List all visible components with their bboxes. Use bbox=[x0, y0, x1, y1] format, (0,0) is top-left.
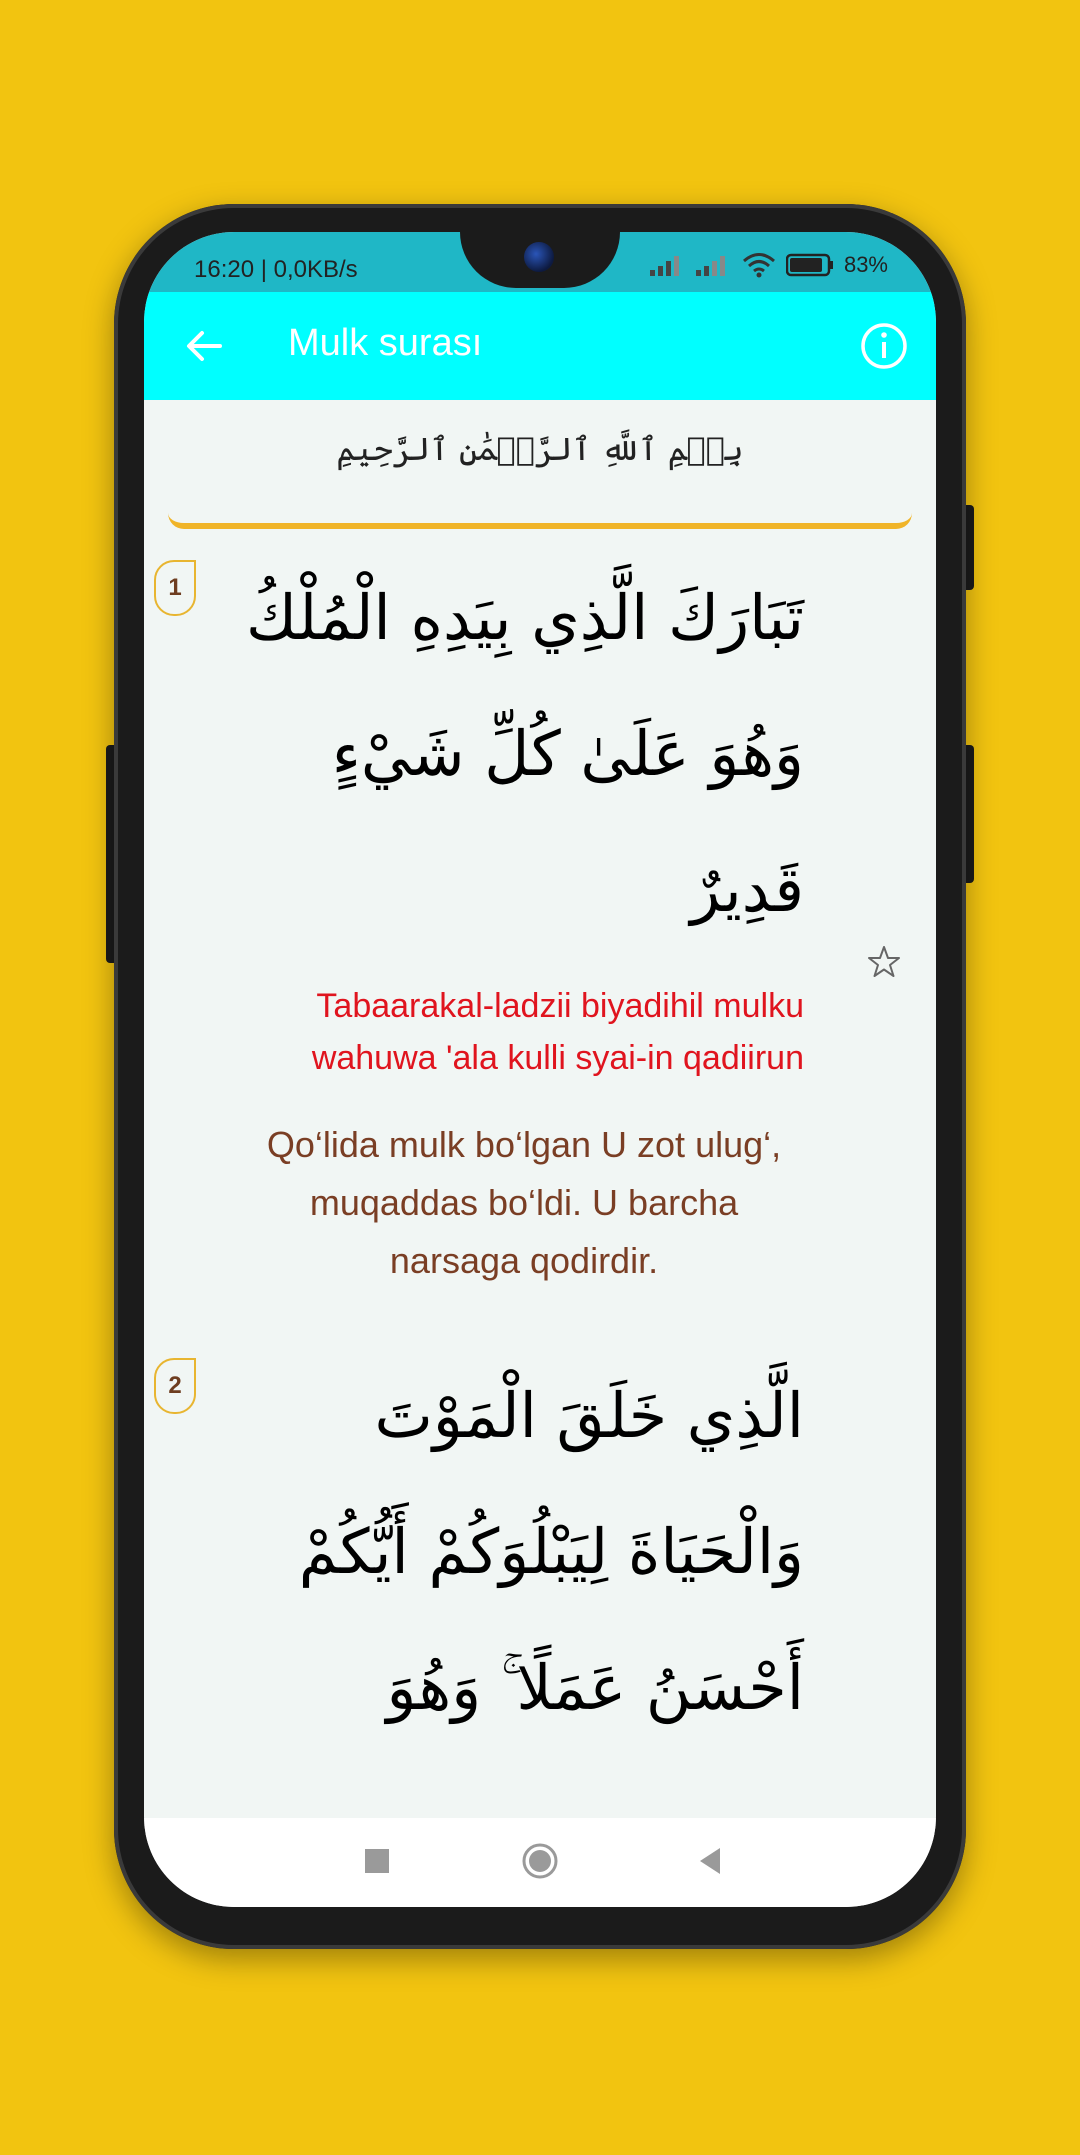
status-icons bbox=[650, 252, 888, 278]
wifi-icon bbox=[742, 252, 776, 278]
surah-content[interactable] bbox=[144, 400, 936, 1818]
system-nav-bar bbox=[144, 1818, 936, 1907]
ayah-number-badge: 2 bbox=[154, 1358, 196, 1414]
app-bar bbox=[144, 292, 936, 400]
signal-icon-2 bbox=[696, 254, 732, 276]
recent-apps-icon[interactable] bbox=[364, 1840, 390, 1884]
ayah-arabic-text bbox=[204, 550, 804, 958]
arabic-line: وَالْحَيَاةَ لِيَبْلُوَكُمْ أَيُّكُمْ bbox=[298, 1515, 804, 1588]
ayah-number-badge: 1 bbox=[154, 560, 196, 616]
arabic-line: أَحْسَنُ عَمَلًا ۚ وَهُوَ bbox=[386, 1651, 804, 1724]
status-time-speed: 16:20 | 0,0KB/s bbox=[194, 256, 358, 283]
info-icon[interactable] bbox=[858, 320, 910, 372]
meaning-line: narsaga qodirdir. bbox=[389, 1240, 659, 1281]
battery-percent: 83% bbox=[843, 252, 888, 277]
arrow-left-icon[interactable] bbox=[180, 322, 228, 370]
arabic-line: وَهُوَ عَلَىٰ كُلِّ شَيْءٍ bbox=[331, 717, 804, 790]
status-bar bbox=[144, 232, 936, 292]
arabic-line: قَدِيرٌ bbox=[690, 853, 804, 926]
meaning-line: muqaddas bo‘ldi. U barcha bbox=[309, 1182, 739, 1223]
battery-icon bbox=[786, 253, 834, 277]
arabic-line: الَّذِي خَلَقَ الْمَوْتَ bbox=[374, 1379, 804, 1452]
ayah-transliteration bbox=[184, 980, 804, 1084]
page-title: Mulk surası bbox=[288, 322, 483, 364]
home-icon[interactable] bbox=[520, 1840, 560, 1884]
header-divider bbox=[168, 513, 912, 529]
meaning-line: Qo‘lida mulk bo‘lgan U zot ulug‘, bbox=[266, 1124, 782, 1165]
back-triangle-icon[interactable] bbox=[696, 1840, 724, 1884]
phone-screen bbox=[144, 232, 936, 1907]
ayah-arabic-text bbox=[204, 1348, 804, 1756]
bismillah-header: بِسۡمِ ٱللَّهِ ٱلرَّحۡمَٰنِ ٱلرَّحِيمِ bbox=[336, 430, 744, 468]
ayah-meaning bbox=[224, 1116, 824, 1290]
front-camera bbox=[524, 242, 554, 272]
transliteration-line: wahuwa 'ala kulli syai-in qadiirun bbox=[311, 1039, 804, 1077]
signal-icon bbox=[650, 254, 686, 276]
arabic-line: تَبَارَكَ الَّذِي بِيَدِهِ الْمُلْكُ bbox=[246, 581, 804, 654]
transliteration-line: Tabaarakal-ladzii biyadihil mulku bbox=[316, 987, 804, 1025]
star-icon[interactable] bbox=[866, 944, 902, 980]
